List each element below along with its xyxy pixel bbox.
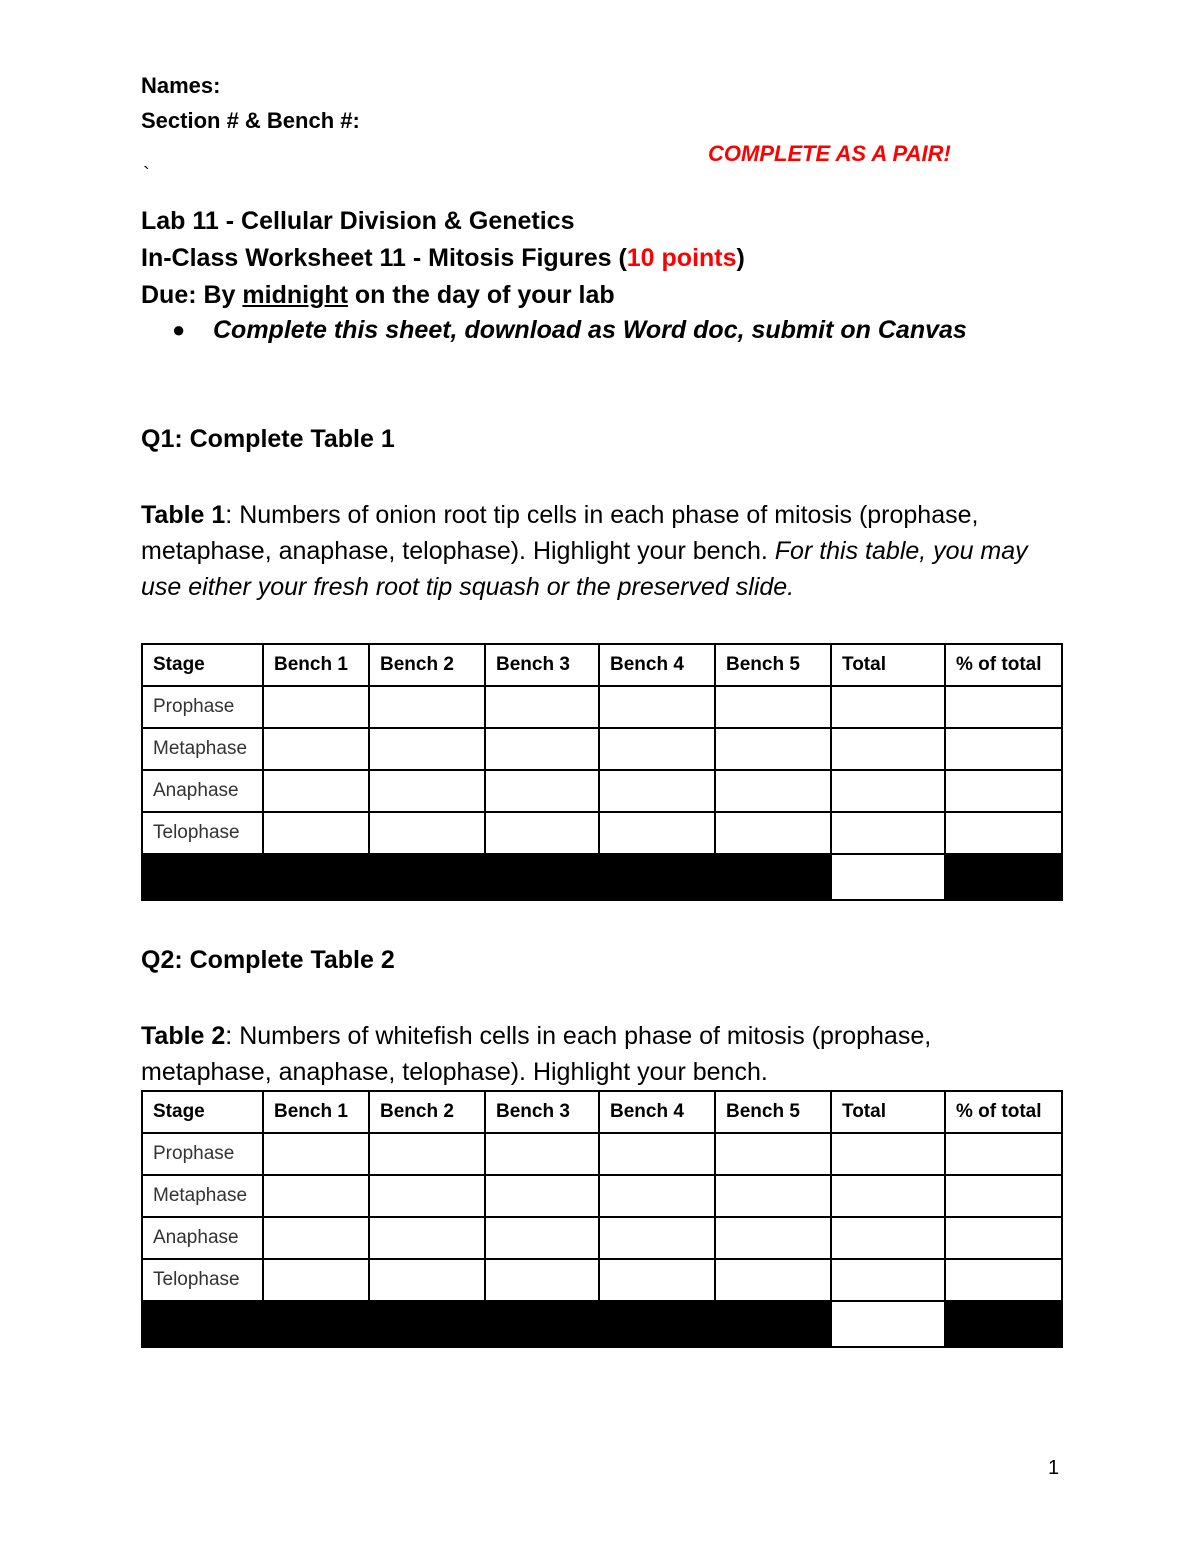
table2-caption xyxy=(141,1018,1041,1090)
table1-caption-italic: For this table, you may use either your fresh root tip squash or the preserved slide. xyxy=(141,537,1028,601)
entry-cell[interactable] xyxy=(485,770,599,812)
worksheet-title-suffix: ) xyxy=(736,244,745,272)
column-header: Bench 3 xyxy=(485,644,599,686)
entry-cell[interactable] xyxy=(599,686,715,728)
worksheet-title xyxy=(141,244,745,273)
blacked-out-cell xyxy=(142,1301,831,1347)
section-bench-label: Section # & Bench #: xyxy=(141,108,360,133)
entry-cell[interactable] xyxy=(263,1133,369,1175)
q2-heading: Q2: Complete Table 2 xyxy=(141,946,395,974)
stage-cell: Anaphase xyxy=(142,770,263,812)
entry-cell[interactable] xyxy=(945,1133,1062,1175)
entry-cell[interactable] xyxy=(599,1217,715,1259)
entry-cell[interactable] xyxy=(485,1133,599,1175)
column-header: Bench 4 xyxy=(599,644,715,686)
total-row xyxy=(142,854,1062,900)
grand-total-cell[interactable] xyxy=(831,854,945,900)
lab-title: Lab 11 - Cellular Division & Genetics xyxy=(141,207,575,235)
column-header: Bench 3 xyxy=(485,1091,599,1133)
column-header: Stage xyxy=(142,644,263,686)
entry-cell[interactable] xyxy=(369,812,485,854)
entry-cell[interactable] xyxy=(599,812,715,854)
entry-cell[interactable] xyxy=(831,728,945,770)
entry-cell[interactable] xyxy=(485,1175,599,1217)
entry-cell[interactable] xyxy=(831,1259,945,1301)
entry-cell[interactable] xyxy=(369,1175,485,1217)
table-row xyxy=(142,1175,1062,1217)
table1-caption-text: : Numbers of onion root tip cells in each phase of mitosis (prophase, metaphase, anaphase, telophase). Highlight your bench. xyxy=(141,501,979,565)
entry-cell[interactable] xyxy=(945,1175,1062,1217)
column-header: Bench 4 xyxy=(599,1091,715,1133)
column-header: Bench 1 xyxy=(263,644,369,686)
table-row xyxy=(142,686,1062,728)
entry-cell[interactable] xyxy=(599,1175,715,1217)
entry-cell[interactable] xyxy=(369,1259,485,1301)
entry-cell[interactable] xyxy=(715,770,831,812)
entry-cell[interactable] xyxy=(599,1259,715,1301)
entry-cell[interactable] xyxy=(831,1175,945,1217)
page-number: 1 xyxy=(1048,1457,1060,1479)
stage-cell: Metaphase xyxy=(142,1175,263,1217)
column-header: Bench 2 xyxy=(369,1091,485,1133)
column-header: Bench 1 xyxy=(263,1091,369,1133)
table-2 xyxy=(141,1090,1063,1348)
table-row xyxy=(142,1217,1062,1259)
entry-cell[interactable] xyxy=(485,1259,599,1301)
entry-cell[interactable] xyxy=(369,728,485,770)
entry-cell[interactable] xyxy=(715,728,831,770)
bullet-icon: ● xyxy=(172,317,186,342)
points-value: 10 points xyxy=(626,244,737,272)
entry-cell[interactable] xyxy=(831,812,945,854)
entry-cell[interactable] xyxy=(945,728,1062,770)
table-row xyxy=(142,728,1062,770)
entry-cell[interactable] xyxy=(485,728,599,770)
entry-cell[interactable] xyxy=(263,1175,369,1217)
table-row xyxy=(142,1259,1062,1301)
entry-cell[interactable] xyxy=(831,1217,945,1259)
column-header: Bench 5 xyxy=(715,1091,831,1133)
entry-cell[interactable] xyxy=(485,812,599,854)
column-header: % of total xyxy=(945,644,1062,686)
table2-caption-text: : Numbers of whitefish cells in each phase of mitosis (prophase, metaphase, anaphase, telophase). Highlight your bench. xyxy=(141,1022,932,1086)
entry-cell[interactable] xyxy=(369,770,485,812)
table1-caption xyxy=(141,497,1041,605)
stray-mark: ` xyxy=(143,164,150,186)
pair-notice: COMPLETE AS A PAIR! xyxy=(708,141,951,166)
column-header: Total xyxy=(831,644,945,686)
entry-cell[interactable] xyxy=(485,686,599,728)
entry-cell[interactable] xyxy=(831,686,945,728)
due-prefix: Due: By xyxy=(141,281,243,309)
due-underlined: midnight xyxy=(242,281,348,309)
entry-cell[interactable] xyxy=(263,1259,369,1301)
due-line xyxy=(141,281,615,310)
table2-caption-label: Table 2 xyxy=(141,1022,226,1050)
entry-cell[interactable] xyxy=(831,770,945,812)
stage-cell: Prophase xyxy=(142,686,263,728)
entry-cell[interactable] xyxy=(263,1217,369,1259)
entry-cell[interactable] xyxy=(599,770,715,812)
stage-cell: Metaphase xyxy=(142,728,263,770)
entry-cell[interactable] xyxy=(263,686,369,728)
blacked-out-cell xyxy=(142,854,831,900)
entry-cell[interactable] xyxy=(369,1217,485,1259)
table-row xyxy=(142,1133,1062,1175)
entry-cell[interactable] xyxy=(945,812,1062,854)
column-header: Stage xyxy=(142,1091,263,1133)
entry-cell[interactable] xyxy=(715,812,831,854)
instruction-bullet: Complete this sheet, download as Word doc, submit on Canvas xyxy=(213,316,967,344)
table1-caption-label: Table 1 xyxy=(141,501,226,529)
column-header: Bench 2 xyxy=(369,644,485,686)
entry-cell[interactable] xyxy=(945,1217,1062,1259)
stage-cell: Telophase xyxy=(142,812,263,854)
entry-cell[interactable] xyxy=(263,728,369,770)
grand-total-cell[interactable] xyxy=(831,1301,945,1347)
table-row xyxy=(142,770,1062,812)
column-header: Total xyxy=(831,1091,945,1133)
entry-cell[interactable] xyxy=(715,1133,831,1175)
table-row xyxy=(142,812,1062,854)
entry-cell[interactable] xyxy=(369,1133,485,1175)
entry-cell[interactable] xyxy=(715,1217,831,1259)
worksheet-title-prefix: In-Class Worksheet 11 - Mitosis Figures ( xyxy=(141,244,627,272)
entry-cell[interactable] xyxy=(715,686,831,728)
stage-cell: Anaphase xyxy=(142,1217,263,1259)
entry-cell[interactable] xyxy=(715,1259,831,1301)
blacked-out-cell xyxy=(945,1301,1062,1347)
column-header: % of total xyxy=(945,1091,1062,1133)
entry-cell[interactable] xyxy=(945,686,1062,728)
column-header: Bench 5 xyxy=(715,644,831,686)
total-row xyxy=(142,1301,1062,1347)
stage-cell: Telophase xyxy=(142,1259,263,1301)
entry-cell[interactable] xyxy=(945,770,1062,812)
entry-cell[interactable] xyxy=(715,1175,831,1217)
names-label: Names: xyxy=(141,73,221,98)
table-header-row xyxy=(142,644,1062,686)
q1-heading: Q1: Complete Table 1 xyxy=(141,425,395,453)
entry-cell[interactable] xyxy=(945,1259,1062,1301)
entry-cell[interactable] xyxy=(599,1133,715,1175)
entry-cell[interactable] xyxy=(369,686,485,728)
blacked-out-cell xyxy=(945,854,1062,900)
table-1 xyxy=(141,643,1063,901)
entry-cell[interactable] xyxy=(263,770,369,812)
entry-cell[interactable] xyxy=(485,1217,599,1259)
entry-cell[interactable] xyxy=(599,728,715,770)
due-suffix: on the day of your lab xyxy=(347,281,615,309)
entry-cell[interactable] xyxy=(831,1133,945,1175)
stage-cell: Prophase xyxy=(142,1133,263,1175)
table-header-row xyxy=(142,1091,1062,1133)
entry-cell[interactable] xyxy=(263,812,369,854)
